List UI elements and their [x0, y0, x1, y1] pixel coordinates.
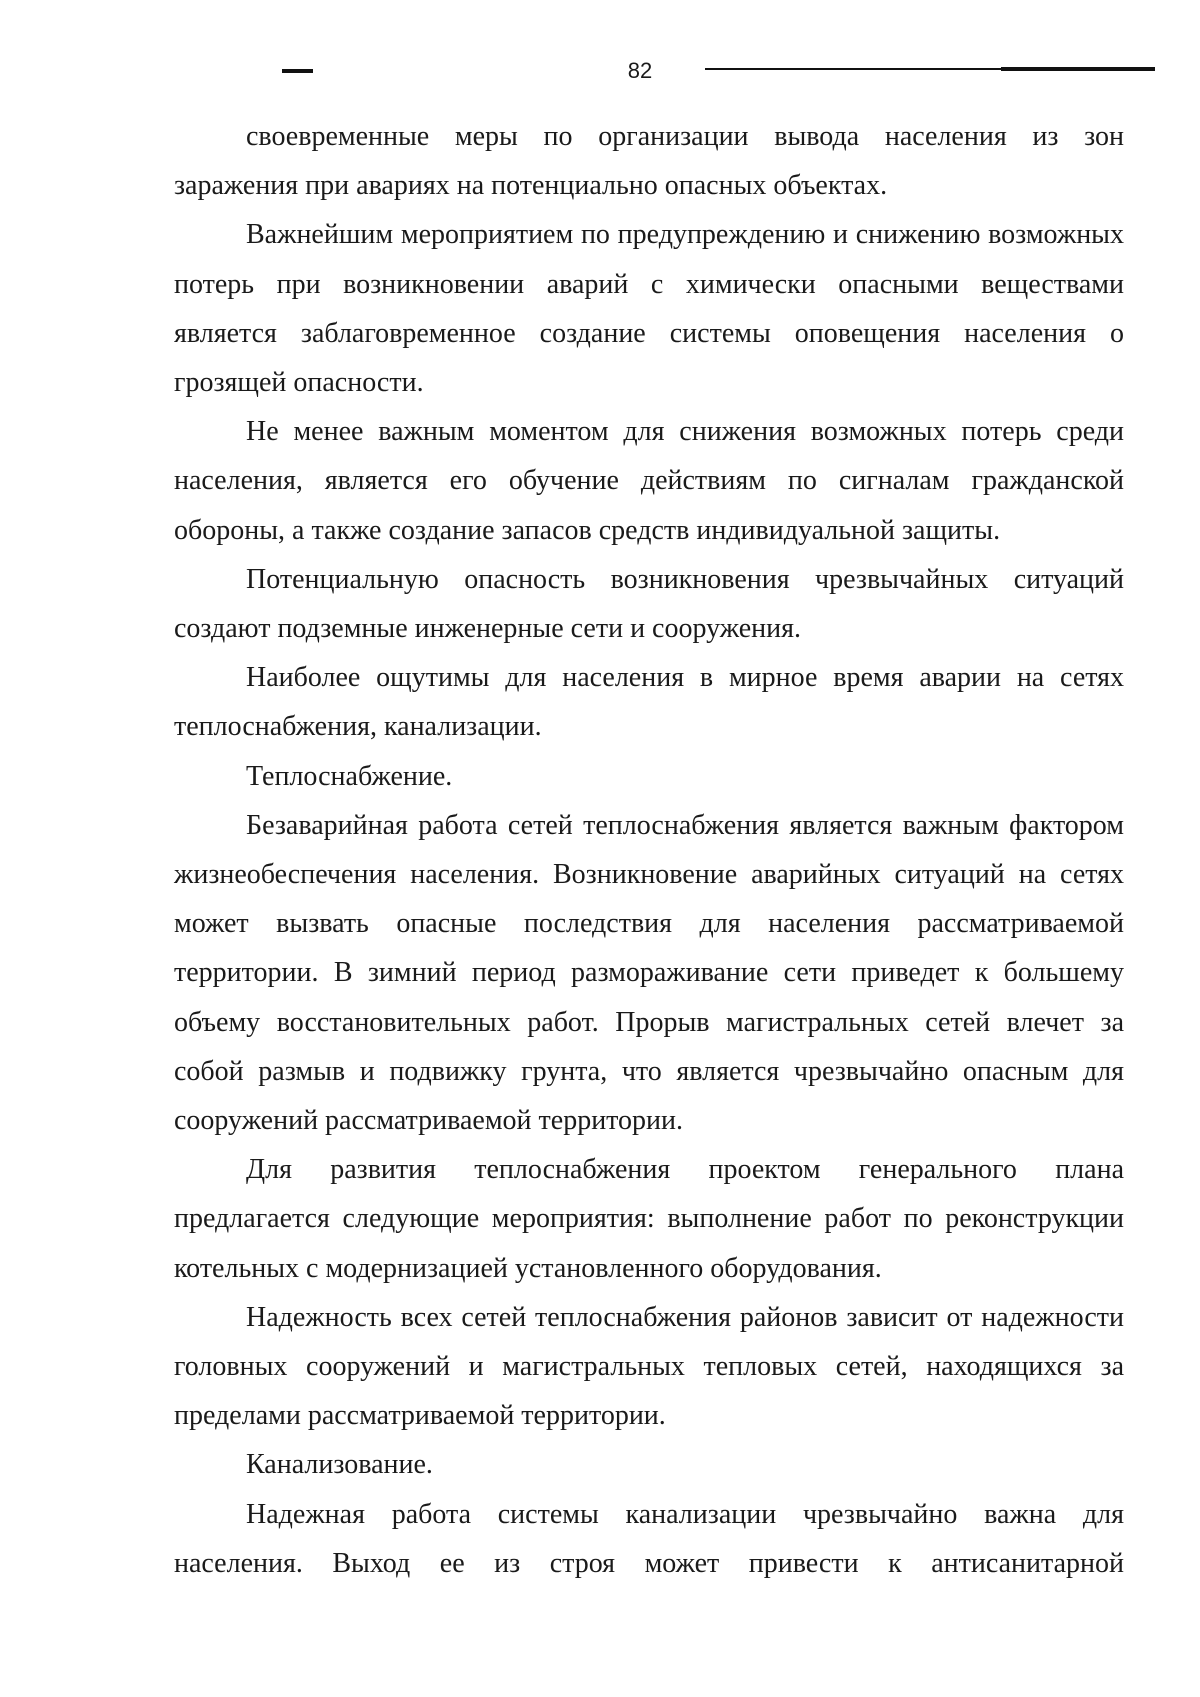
- page-header: [0, 56, 1200, 86]
- paragraph-heat-development: Для развития теплоснабжения проектом генерального плана предлагается следующие мероприятия: выполнение работ по реконструкции котельных с модернизацией установленного оборудования.: [174, 1154, 1124, 1284]
- paragraph-sewerage-reliability: Надежная работа системы канализации чрезвычайно важна для населения. Выход ее из строя может привести к антисанитарной: [174, 1498, 1124, 1579]
- paragraph-heat-networks: Безаварийная работа сетей теплоснабжения является важным фактором жизнеобеспечения населения. Возникновение аварийных ситуаций на сетях может вызвать опасные последствия для населения рассматриваемой территории. В зимний период размораживание сети приведет к большему объему восстановительных работ. Прорыв магистральных сетей влечет за собой размыв и подвижку грунта, что является чрезвычайно опасным для сооружений рассматриваемой территории.: [174, 809, 1124, 1137]
- header-rule-left: [282, 69, 313, 73]
- paragraph-heat-reliability: Надежность всех сетей теплоснабжения районов зависит от надежности головных сооружений и магистральных тепловых сетей, находящихся за пределами рассматриваемой территории.: [174, 1301, 1124, 1432]
- paragraph-training: Не менее важным моментом для снижения возможных потерь среди населения, является его обучение действиям по сигналам гражданской обороны, а также создание запасов средств индивидуальной защиты.: [174, 416, 1124, 546]
- section-heading-sewerage: Канализование.: [246, 1449, 433, 1481]
- page-number: 82: [627, 58, 653, 83]
- header-rule-right-thick: [1001, 67, 1155, 71]
- paragraph-warning-system: Важнейшим мероприятием по предупреждению и снижению возможных потерь при возникновении аварий с химически опасными веществами является заблаговременное создание системы оповещения населения о грозящей опасности.: [174, 219, 1124, 399]
- paragraph-peacetime-accidents: Наиболее ощутимы для населения в мирное время аварии на сетях теплоснабжения, канализации.: [174, 662, 1124, 743]
- section-heading-heat-supply: Теплоснабжение.: [246, 760, 453, 792]
- document-body: [174, 112, 1124, 1588]
- header-rule-right-thin: [705, 68, 1001, 70]
- paragraph-continuation: своевременные меры по организации вывода населения из зон заражения при авариях на потенциально опасных объектах.: [174, 121, 1124, 202]
- paragraph-underground-networks: Потенциальную опасность возникновения чрезвычайных ситуаций создают подземные инженерные сети и сооружения.: [174, 563, 1124, 645]
